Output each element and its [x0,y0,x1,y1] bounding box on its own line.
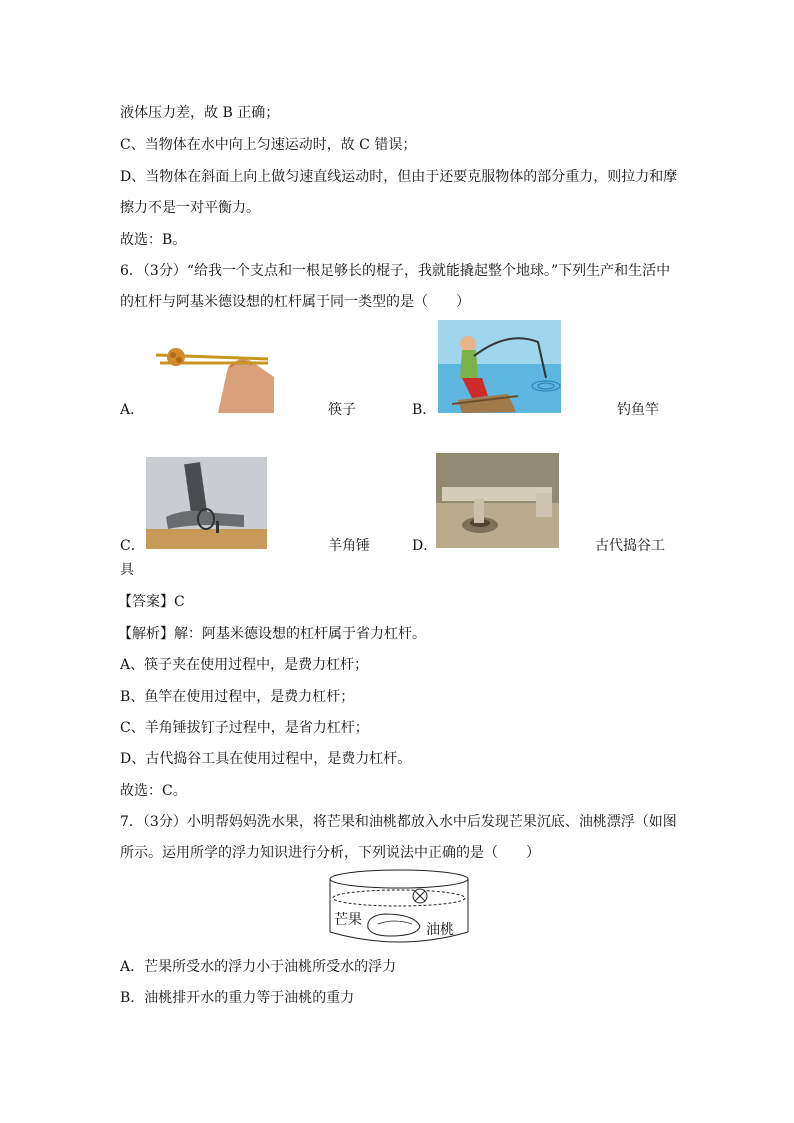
question-7-stem-line-1: 7．（3分）小明帮妈妈洗水果，将芒果和油桃都放入水中后发现芒果沉底、油桃漂浮（如图 [120,814,677,830]
text-line-2: C、当物体在水中向上匀速运动时，故 C 错误； [120,137,417,153]
question-6-answer: 【答案】C [118,594,185,610]
option-d-letter: D． [412,538,438,554]
analysis-point-b: B、鱼竿在使用过程中，是费力杠杆； [120,689,355,705]
option-d-pounding-tool-image [436,453,559,548]
question-6-analysis: 【解析】解：阿基米德设想的杠杆属于省力杠杆。 [118,626,426,642]
option-b-label: 钓鱼竿 [617,402,659,418]
option-b-letter: B． [412,402,437,418]
option-a-label: 筷子 [328,402,356,418]
text-line-3: D、当物体在斜面上向上做匀速直线运动时，但由于还要克服物体的部分重力，则拉力和摩 [120,169,678,185]
text-line-4: 擦力不是一对平衡力。 [120,200,260,216]
mango-label: 芒果 [334,912,362,928]
question-6-stem-line-1: 6．（3分）“给我一个支点和一根足够长的棍子，我就能撬起整个地球。”下列生产和生活中 [120,263,671,279]
option-a-letter: A． [120,402,145,418]
question-7-stem-line-2: 所示。运用所学的浮力知识进行分析，下列说法中正确的是（ ） [120,845,540,861]
analysis-point-d: D、古代捣谷工具在使用过程中，是费力杠杆。 [120,751,412,767]
option-c-label: 羊角锤 [328,538,370,554]
question-7-option-b: B．油桃排开水的重力等于油桃的重力 [120,990,355,1006]
option-d-label-continued: 具 [120,562,134,578]
option-d-label: 古代捣谷工 [595,538,665,554]
question-6-conclusion: 故选：C。 [120,783,187,799]
question-6-stem-line-2: 的杠杆与阿基米德设想的杠杆属于同一类型的是（ ） [120,294,470,310]
analysis-point-c: C、羊角锤拔钉子过程中，是省力杠杆； [120,720,369,736]
option-c-letter: C． [120,538,145,554]
text-line-1: 液体压力差，故 B 正确； [120,105,280,121]
option-a-chopsticks-image [146,317,274,413]
question-7-option-a: A．芒果所受水的浮力小于油桃所受水的浮力 [120,959,397,975]
option-c-claw-hammer-image [146,457,267,549]
analysis-point-a: A、筷子夹在使用过程中，是费力杠杆； [120,657,369,673]
option-b-fishing-rod-image [438,320,561,413]
peach-label: 油桃 [426,922,454,938]
text-line-5: 故选：B。 [120,232,187,248]
fruit-in-water-figure [328,868,470,944]
